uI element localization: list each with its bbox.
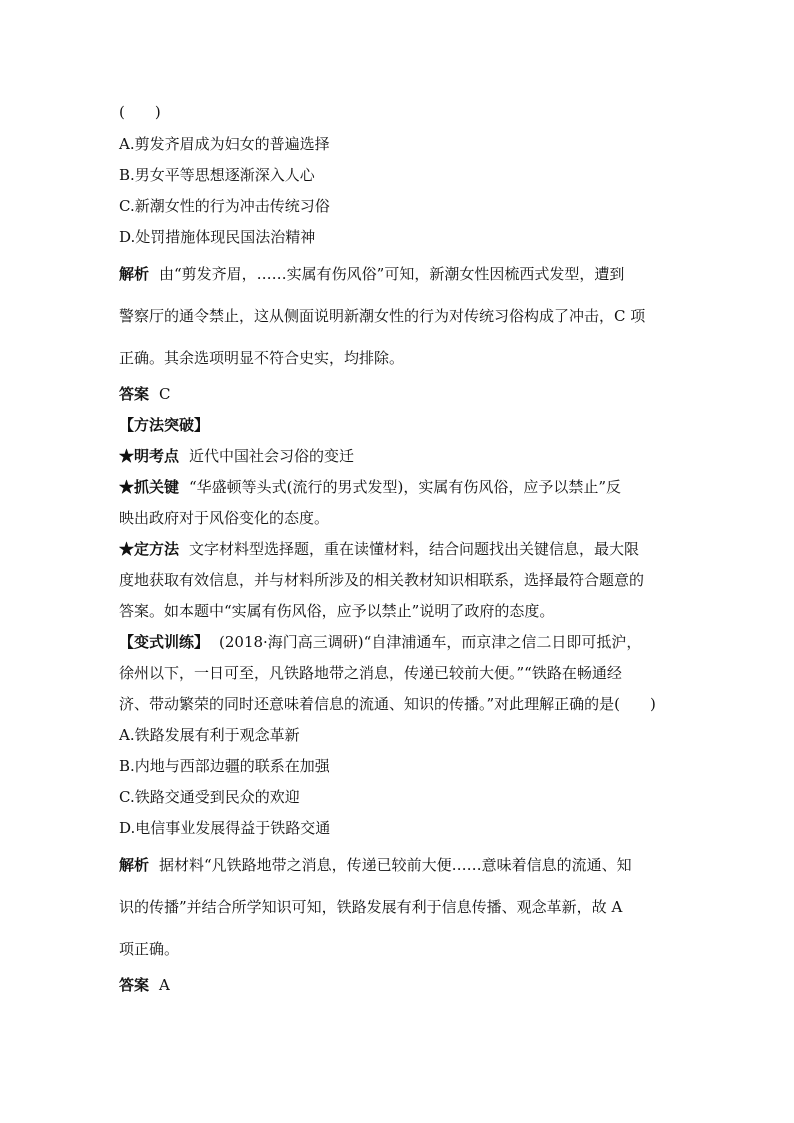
answer-label: 答案 [119, 385, 150, 403]
option-d: D.处罚措施体现民国法治精神 [119, 228, 316, 246]
kaodian-line: ★明考点 近代中国社会习俗的变迁 [119, 447, 355, 465]
q2-answer-label: 答案 [119, 976, 150, 994]
q2-analysis-label: 解析 [119, 856, 150, 874]
answer-line [119, 384, 679, 404]
analysis-line-2: 警察厅的通令禁止，这从侧面说明新潮女性的行为对传统习俗构成了冲击，C 项 [119, 307, 646, 325]
fangfa-line-1: ★定方法 文字材料型选择题，重在读懂材料，结合问题找出关键信息，最大限 [119, 540, 640, 558]
option-a: A.剪发齐眉成为妇女的普遍选择 [119, 135, 330, 153]
q2-option-d: D.电信事业发展得益于铁路交通 [119, 819, 331, 837]
q2-answer-value: A [159, 976, 170, 994]
q2-option-c: C.铁路交通受到民众的欢迎 [119, 788, 300, 806]
option-b: B.男女平等思想逐渐深入人心 [119, 166, 315, 184]
guanjian-line-1: ★抓关键 “华盛顿等头式(流行的男式发型)，实属有伤风俗，应予以禁止”反 [119, 478, 622, 496]
answer-value: C [159, 385, 171, 403]
fangfa-line-2: 度地获取有效信息，并与材料所涉及的相关教材知识相联系，选择最符合题意的 [119, 571, 645, 589]
q2-stem-line-3: 济、带动繁荣的同时还意味着信息的流通、知识的传播。”对此理解正确的是( ) [119, 695, 656, 713]
q2-analysis-line-1: 解析 据材料“凡铁路地带之消息，传递已较前大便……意味着信息的流通、知 [119, 856, 632, 874]
q2-answer-line [119, 975, 679, 995]
fangfa-label: ★定方法 [119, 540, 180, 558]
analysis-line-3: 正确。其余选项明显不符合史实，均排除。 [119, 349, 405, 367]
q2-analysis-line-3: 项正确。 [119, 940, 180, 958]
q2-option-a: A.铁路发展有利于观念革新 [119, 726, 300, 744]
guanjian-line-2: 映出政府对于风俗变化的态度。 [119, 509, 330, 527]
analysis-line-1: 解析 由“剪发齐眉，……实属有伤风俗”可知，新潮女性因梳西式发型，遭到 [119, 265, 625, 283]
q2-stem-line-1: 【变式训练】 (2018·海门高三调研)“自津浦通车，而京津之信二日即可抵沪， [119, 633, 642, 651]
q2-stem-line-2: 徐州以下，一日可至，凡铁路地带之消息，传递已较前大便。”“铁路在畅通经 [119, 664, 622, 682]
q2-label: 【变式训练】 [119, 633, 210, 651]
kaodian-label: ★明考点 [119, 447, 180, 465]
q2-option-b: B.内地与西部边疆的联系在加强 [119, 757, 330, 775]
method-title: 【方法突破】 [119, 416, 210, 434]
option-c: C.新潮女性的行为冲击传统习俗 [119, 197, 330, 215]
guanjian-label: ★抓关键 [119, 478, 180, 496]
analysis-label: 解析 [119, 265, 150, 283]
fangfa-line-3: 答案。如本题中“实属有伤风俗，应予以禁止”说明了政府的态度。 [119, 602, 555, 620]
q2-analysis-line-2: 识的传播”并结合所学知识可知，铁路发展有利于信息传播、观念革新，故 A [119, 898, 623, 916]
answer-paren: ( ) [119, 103, 161, 121]
